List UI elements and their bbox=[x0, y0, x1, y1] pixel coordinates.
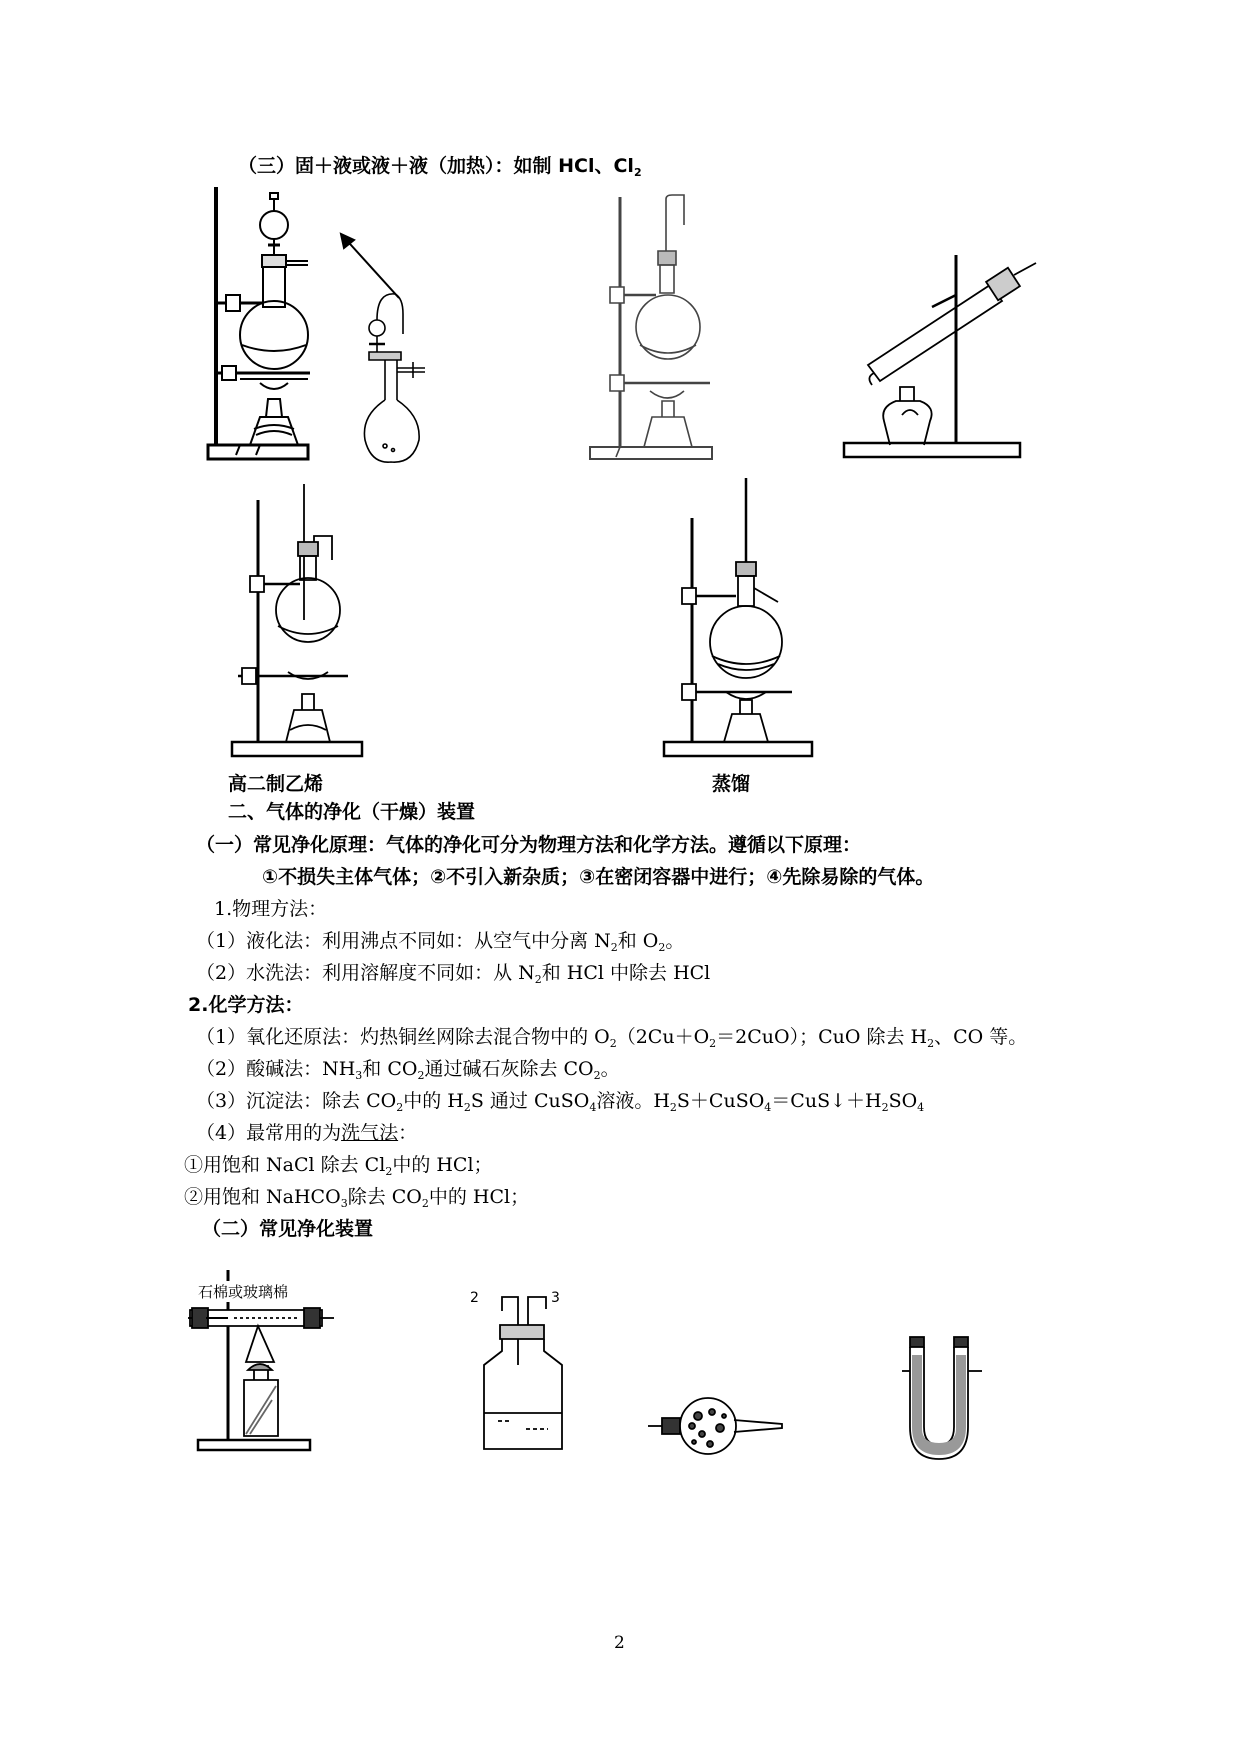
purify-title: 二、气体的净化（干燥）装置 bbox=[228, 801, 476, 823]
apparatus-figure-gas-washing-bottle bbox=[478, 1295, 568, 1455]
apparatus-figure-flask-bent-tube bbox=[580, 195, 720, 465]
chemical-item-3: （3）沉淀法：除去 $CO_2$中的 $H_2S$ 通过 CuSO$_4$溶液。$H_2S+CuSO_4=CuS↓+H_2SO_4$ bbox=[196, 1090, 925, 1114]
chemical-item-2: （2）酸碱法：$NH_3$和 $CO_2$通过碱石灰除去 $CO_2$。 bbox=[196, 1058, 620, 1082]
apparatus-figure-u-tube bbox=[898, 1335, 988, 1465]
caption-ethylene: 高二制乙烯 bbox=[228, 773, 324, 795]
chemical-item-4: （4）最常用的为洗气法： bbox=[196, 1122, 418, 1144]
page-number: 2 bbox=[614, 1633, 625, 1653]
wash-item-2: ②用饱和 NaHCO$_3$除去 $CO_2$中的 HCl； bbox=[184, 1186, 530, 1210]
apparatus-figure-inclined-tube bbox=[840, 245, 1040, 465]
section-3-heading: （三）固＋液或液＋液（加热）：如制 HCl、$Cl_2$ bbox=[238, 155, 642, 179]
apparatus-figure-ethylene bbox=[228, 480, 368, 760]
apparatus-figure-distillation bbox=[662, 478, 822, 763]
purify-rules: ①不损失主体气体；②不引入新杂质；③在密闭容器中进行；④先除易除的气体。 bbox=[262, 866, 935, 888]
apparatus-figure-funnel-flask bbox=[200, 185, 320, 465]
purify-devices-heading: （二）常见净化装置 bbox=[202, 1218, 374, 1240]
purify-principle: （一）常见净化原理：气体的净化可分为物理方法和化学方法。遵循以下原理： bbox=[196, 834, 862, 856]
chemical-item-1: （1）氧化还原法：灼热铜丝网除去混合物中的 $O_2(2Cu+O_2=2CuO)$；CuO 除去 $H_2$、CO 等。 bbox=[196, 1026, 1028, 1050]
physical-method-heading: 1.物理方法： bbox=[214, 898, 328, 920]
physical-item-2: （2）水洗法：利用溶解度不同如：从 $N_2$和 HCl 中除去 HCl bbox=[196, 962, 711, 986]
apparatus-figure-drying-bulb bbox=[648, 1392, 788, 1462]
caption-distillation: 蒸馏 bbox=[712, 773, 751, 795]
label-asbestos: 石棉或玻璃棉 bbox=[198, 1283, 289, 1301]
physical-item-1: （1）液化法：利用沸点不同如：从空气中分离 $N_2$和 $O_2$。 bbox=[196, 930, 685, 954]
label-port-2: 2 bbox=[470, 1290, 479, 1306]
chemical-method-heading: 2.化学方法： bbox=[188, 994, 304, 1016]
label-port-3: 3 bbox=[551, 1290, 560, 1306]
apparatus-figure-small-flask bbox=[355, 290, 435, 470]
wash-item-1: ①用饱和 NaCl 除去 $Cl_2$中的 HCl； bbox=[184, 1154, 493, 1178]
